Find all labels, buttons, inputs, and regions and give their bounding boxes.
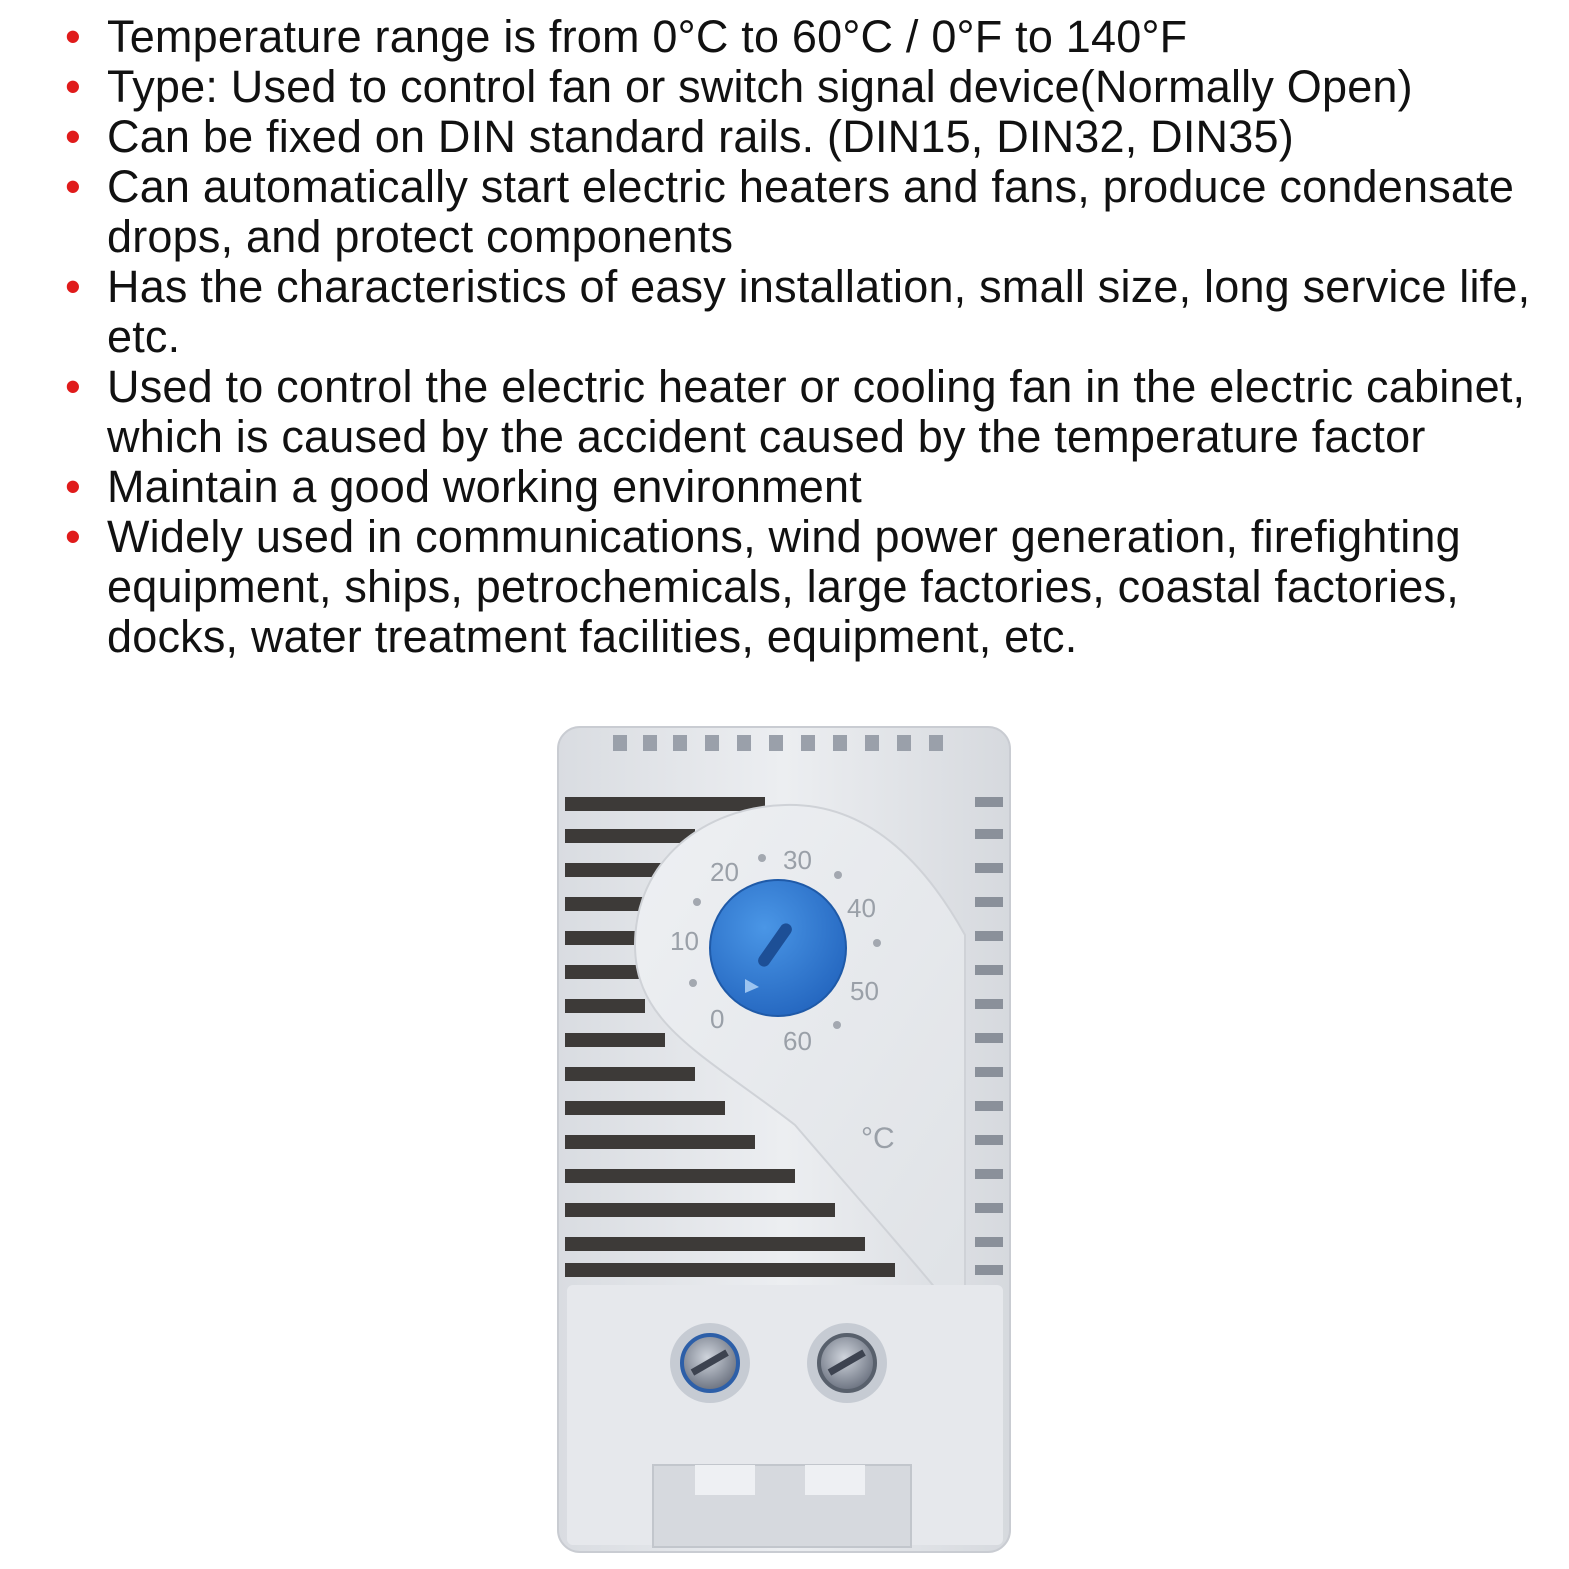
dial-label-50: 50: [850, 976, 879, 1006]
dial-label-20: 20: [710, 857, 739, 887]
din-clip-tab: [805, 1465, 865, 1495]
dial-label-30: 30: [783, 845, 812, 875]
bullet-icon: •: [65, 161, 81, 212]
dial-label-10: 10: [670, 926, 699, 956]
feature-list: [60, 12, 1550, 662]
feature-text: Widely used in communications, wind power generation, firefighting equipment, ships, petrochemicals, large factories, coastal factories, docks, water treatment facilities, equipment, etc.: [107, 511, 1461, 662]
feature-text: Has the characteristics of easy installation, small size, long service life, etc.: [107, 261, 1531, 362]
bullet-icon: •: [65, 261, 81, 312]
feature-item: [60, 112, 1550, 162]
thermostat-product-image: [555, 725, 1015, 1555]
thermostat-illustration: [555, 725, 1015, 1555]
dial-label-60: 60: [783, 1026, 812, 1056]
bullet-icon: •: [65, 11, 81, 62]
feature-item: [60, 12, 1550, 62]
dial-label-0: 0: [710, 1004, 725, 1034]
bullet-icon: •: [65, 61, 81, 112]
temperature-knob[interactable]: [710, 880, 846, 1016]
bullet-icon: •: [65, 111, 81, 162]
din-clip-tab: [695, 1465, 755, 1495]
feature-text: Maintain a good working environment: [107, 461, 862, 512]
feature-text: Can be fixed on DIN standard rails. (DIN15, DIN32, DIN35): [107, 111, 1294, 162]
bullet-icon: •: [65, 461, 81, 512]
feature-item: [60, 62, 1550, 112]
terminal-right: [807, 1323, 887, 1403]
feature-item: [60, 162, 1550, 262]
terminal-left: [670, 1323, 750, 1403]
right-vents: [975, 797, 1003, 1275]
feature-item: [60, 512, 1550, 662]
feature-item: [60, 362, 1550, 462]
din-clip: [653, 1465, 911, 1547]
feature-item: [60, 262, 1550, 362]
unit-label: °C: [861, 1122, 895, 1155]
feature-item: [60, 462, 1550, 512]
feature-text: Used to control the electric heater or cooling fan in the electric cabinet, which is caused by the accident caused by the temperature factor: [107, 361, 1526, 462]
dial-label-40: 40: [847, 893, 876, 923]
feature-text: Temperature range is from 0°C to 60°C / 0°F to 140°F: [107, 11, 1188, 62]
feature-text: Can automatically start electric heaters and fans, produce condensate drops, and protect components: [107, 161, 1515, 262]
feature-text: Type: Used to control fan or switch signal device(Normally Open): [107, 61, 1413, 112]
bullet-icon: •: [65, 361, 81, 412]
bullet-icon: •: [65, 511, 81, 562]
